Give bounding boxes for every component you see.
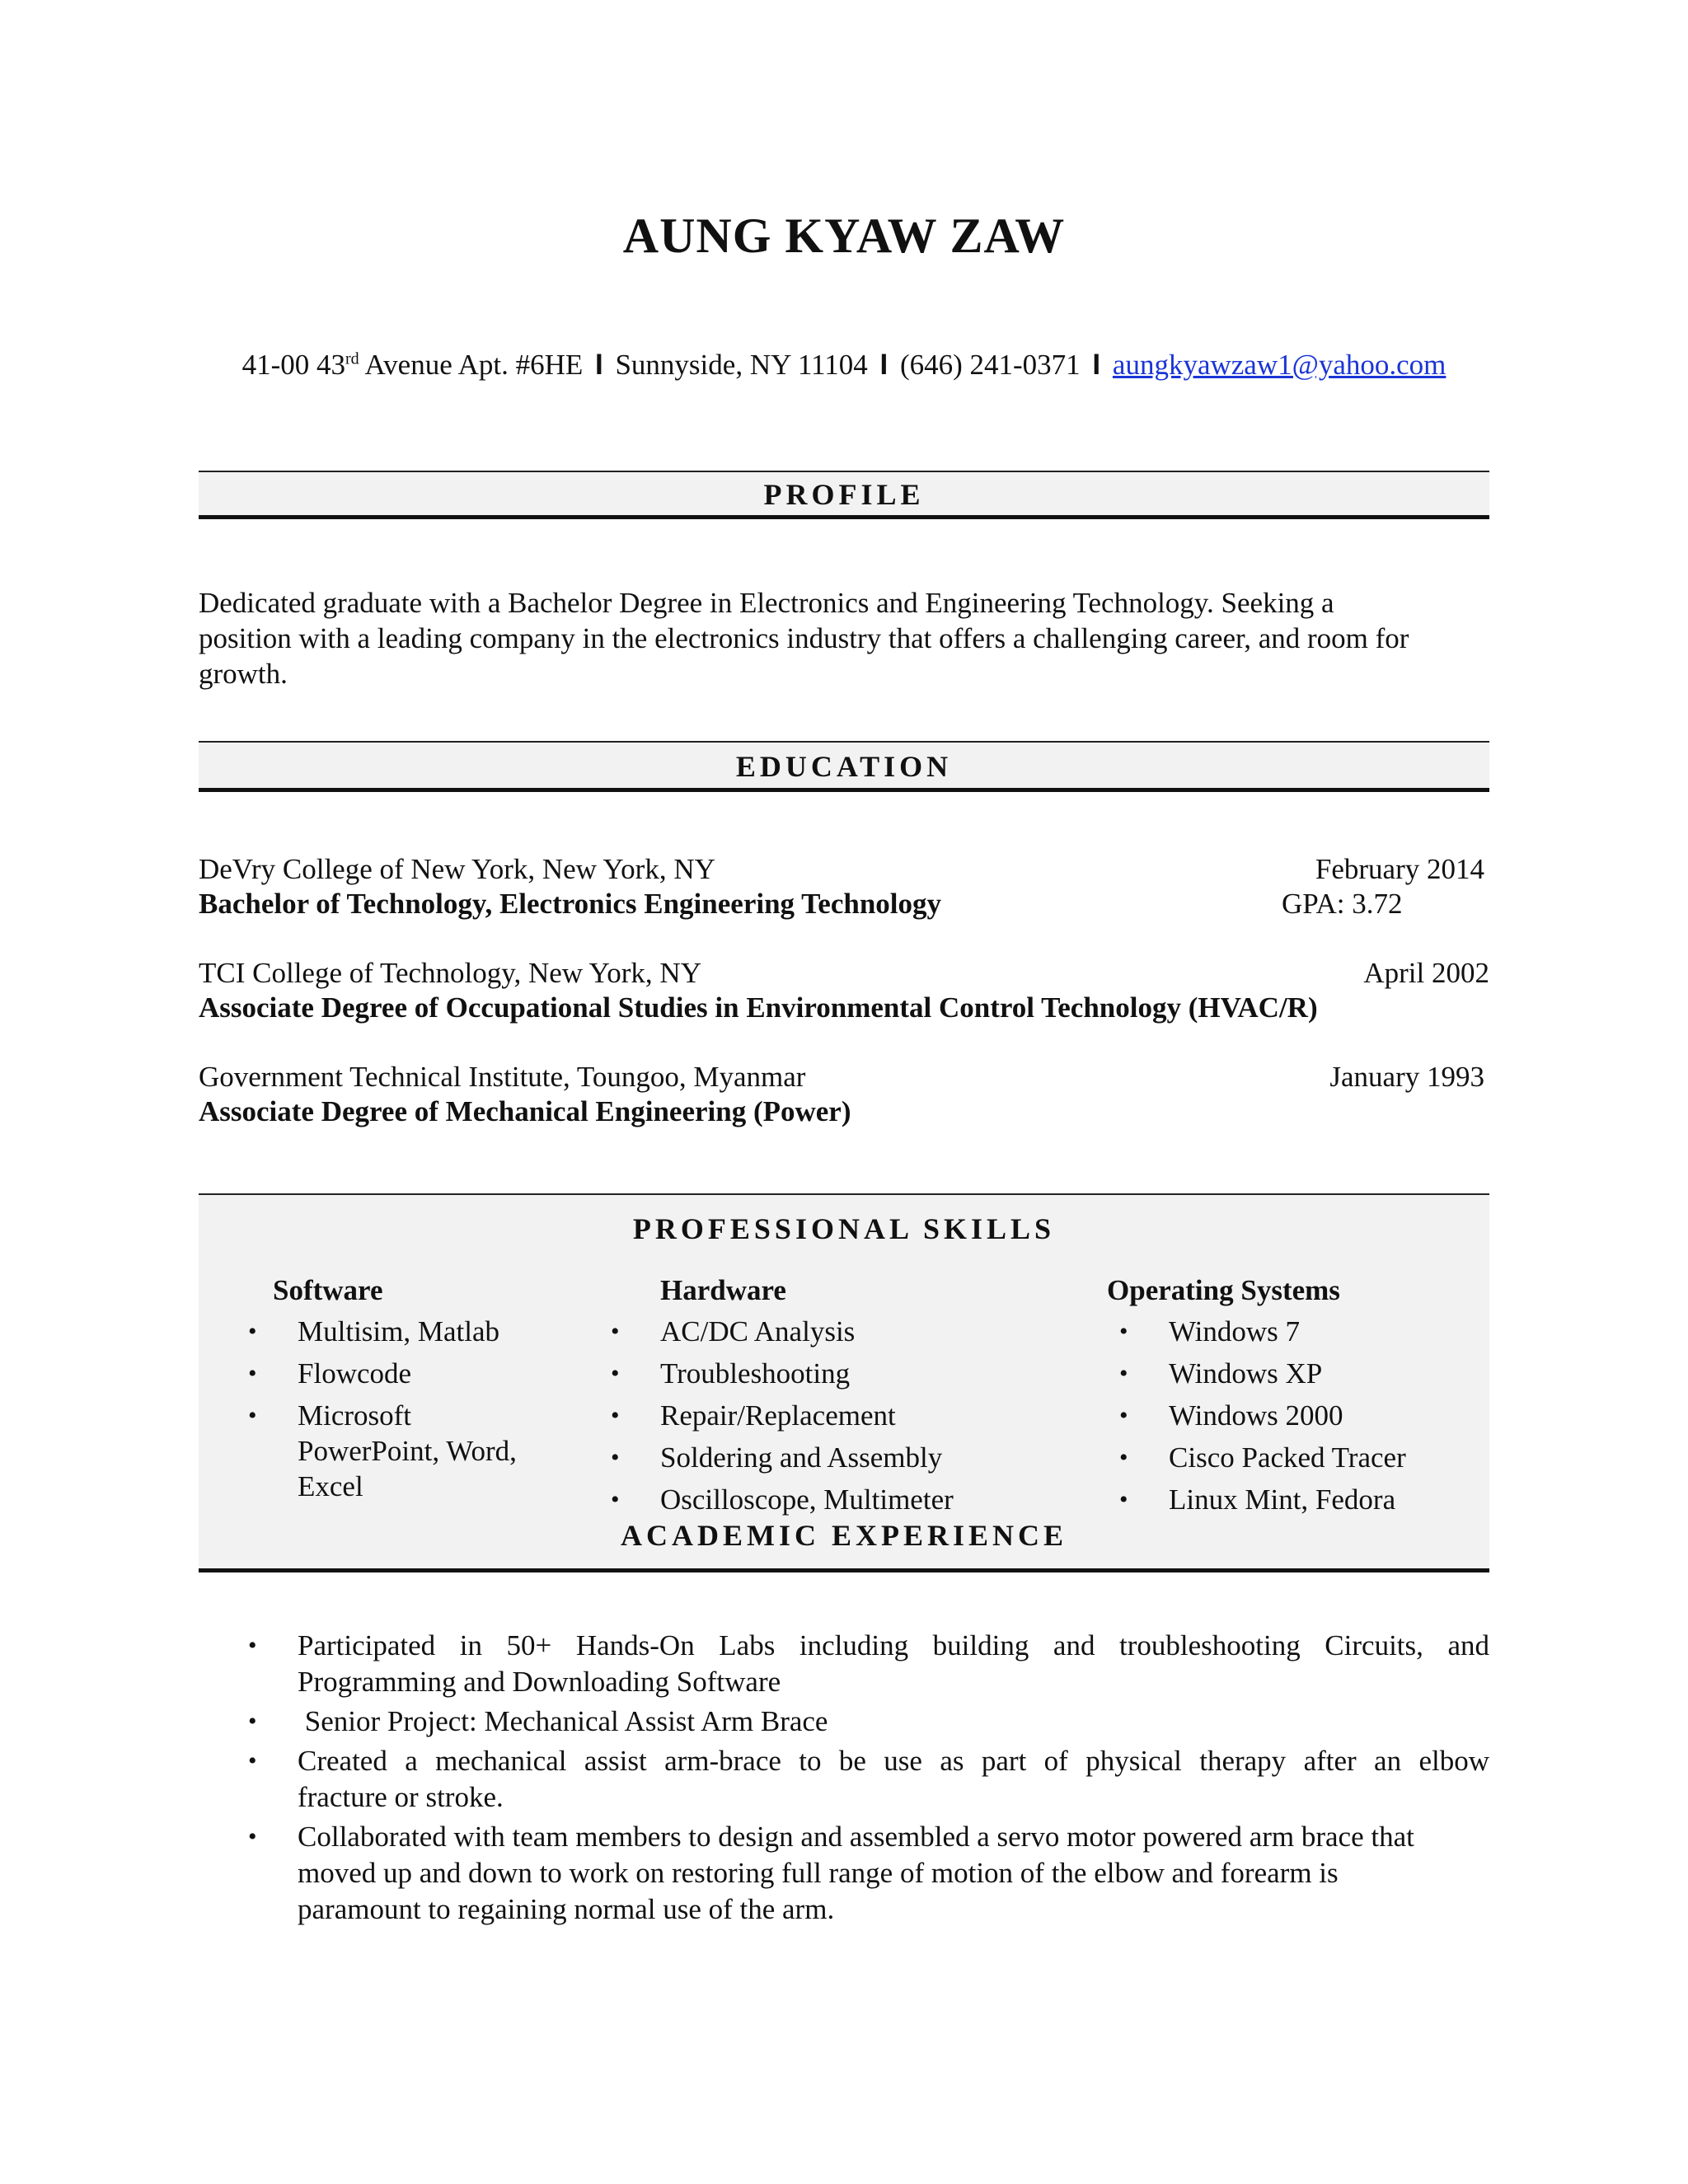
- skill-item: • Linux Mint, Fedora: [1119, 1483, 1396, 1516]
- skill-list: [1119, 1314, 1470, 1517]
- school-name: Government Technical Institute, Toungoo, Myanmar: [199, 1061, 806, 1093]
- graduation-date: February 2014: [1315, 853, 1484, 885]
- graduation-date: April 2002: [1363, 957, 1489, 989]
- academic-item: • Collaborated with team members to design and assembled a servo motor powered arm brace that moved up and down to work on restoring full range of motion of the elbow and forearm is paramount to regaining normal use of the arm.: [248, 1821, 1414, 1925]
- profile-line: position with a leading company in the electronics industry that offers a challenging career, and room for: [199, 622, 1409, 654]
- bullet-icon: •: [1119, 1486, 1128, 1513]
- skill-column-heading: Operating Systems: [1107, 1274, 1340, 1306]
- skill-item-continuation: Excel: [298, 1470, 363, 1502]
- bullet-icon: •: [611, 1318, 620, 1345]
- academic-list: [199, 1628, 1489, 1931]
- academic-item: • Senior Project: Mechanical Assist Arm Brace: [199, 1704, 1489, 1740]
- phone: (646) 241-0371: [899, 349, 1081, 381]
- skill-item: • Cisco Packed Tracer: [1119, 1441, 1406, 1474]
- bullet-icon: •: [1119, 1444, 1128, 1471]
- gpa: GPA: 3.72: [1282, 888, 1403, 920]
- address: 41-00 43rd Avenue Apt. #6HE: [241, 349, 584, 381]
- bullet-icon: •: [1119, 1360, 1128, 1387]
- bullet-icon: •: [248, 1823, 257, 1850]
- school-name: DeVry College of New York, New York, NY: [199, 853, 715, 885]
- degree: Associate Degree of Mechanical Engineering (Power): [199, 1095, 851, 1127]
- graduation-date: January 1993: [1329, 1061, 1484, 1093]
- skill-item: • Flowcode: [248, 1357, 412, 1390]
- bullet-icon: •: [611, 1402, 620, 1429]
- skills-heading: PROFESSIONAL SKILLS: [632, 1212, 1056, 1245]
- bullet-icon: •: [248, 1747, 257, 1774]
- bullet-icon: •: [248, 1708, 257, 1735]
- academic-heading: ACADEMIC EXPERIENCE: [620, 1519, 1068, 1552]
- school-name: TCI College of Technology, New York, NY: [199, 957, 701, 989]
- separator: I: [1092, 349, 1101, 381]
- skill-column-heading: Hardware: [660, 1274, 786, 1306]
- bullet-icon: •: [611, 1444, 620, 1471]
- skill-item-continuation: PowerPoint, Word,: [298, 1435, 517, 1467]
- bullet-icon: •: [1119, 1402, 1128, 1429]
- profile-text: [199, 585, 1489, 691]
- profile-section-bar: [199, 471, 1489, 519]
- education-heading: EDUCATION: [735, 750, 953, 783]
- skill-item: • Soldering and Assembly: [611, 1441, 943, 1474]
- education-section-bar: [199, 741, 1489, 792]
- skill-item: • Oscilloscope, Multimeter: [611, 1483, 954, 1516]
- contact-line: [0, 349, 1688, 382]
- skill-list: [248, 1314, 545, 1504]
- skill-list: [611, 1314, 1056, 1517]
- bullet-icon: •: [1119, 1318, 1128, 1345]
- bullet-icon: •: [248, 1402, 257, 1429]
- degree: Bachelor of Technology, Electronics Engineering Technology: [199, 888, 942, 920]
- skills-column-operating-systems: [1107, 1274, 1470, 1524]
- skill-item: • Microsoft: [248, 1399, 412, 1432]
- degree: Associate Degree of Occupational Studies in Environmental Control Technology (HVAC/R): [199, 991, 1318, 1024]
- academic-item: • Created a mechanical assist arm-brace to be use as part of physical therapy after an elbow fracture or stroke.: [248, 1745, 1489, 1813]
- profile-line: growth.: [199, 658, 288, 690]
- separator: I: [879, 349, 889, 381]
- candidate-name: AUNG KYAW ZAW: [622, 209, 1066, 263]
- skills-column-hardware: [611, 1274, 1056, 1524]
- skills-column-software: [248, 1274, 545, 1511]
- skill-item: • Windows 2000: [1119, 1399, 1343, 1432]
- bullet-icon: •: [248, 1360, 257, 1387]
- skill-item: • AC/DC Analysis: [611, 1315, 856, 1347]
- skill-column-heading: Software: [273, 1274, 383, 1306]
- bullet-icon: •: [611, 1360, 620, 1387]
- profile-heading: PROFILE: [763, 478, 925, 511]
- bullet-icon: •: [248, 1632, 257, 1659]
- bullet-icon: •: [611, 1486, 620, 1513]
- skill-item: • Windows 7: [1119, 1315, 1301, 1347]
- skill-item: • Multisim, Matlab: [248, 1315, 499, 1347]
- bullet-icon: •: [248, 1318, 257, 1345]
- email-link[interactable]: aungkyawzaw1@yahoo.com: [1112, 349, 1447, 381]
- academic-item: • Participated in 50+ Hands-On Labs including building and troubleshooting Circuits, and Programming and Downloading Software: [248, 1629, 1489, 1698]
- city: Sunnyside, NY 11104: [615, 349, 868, 381]
- skill-item: • Troubleshooting: [611, 1357, 851, 1390]
- skills-section-box: [199, 1193, 1489, 1572]
- skill-item: • Repair/Replacement: [611, 1399, 896, 1432]
- separator: I: [594, 349, 603, 381]
- skill-item: • Windows XP: [1119, 1357, 1323, 1390]
- profile-line: Dedicated graduate with a Bachelor Degree in Electronics and Engineering Technology. Seeking a: [199, 587, 1334, 619]
